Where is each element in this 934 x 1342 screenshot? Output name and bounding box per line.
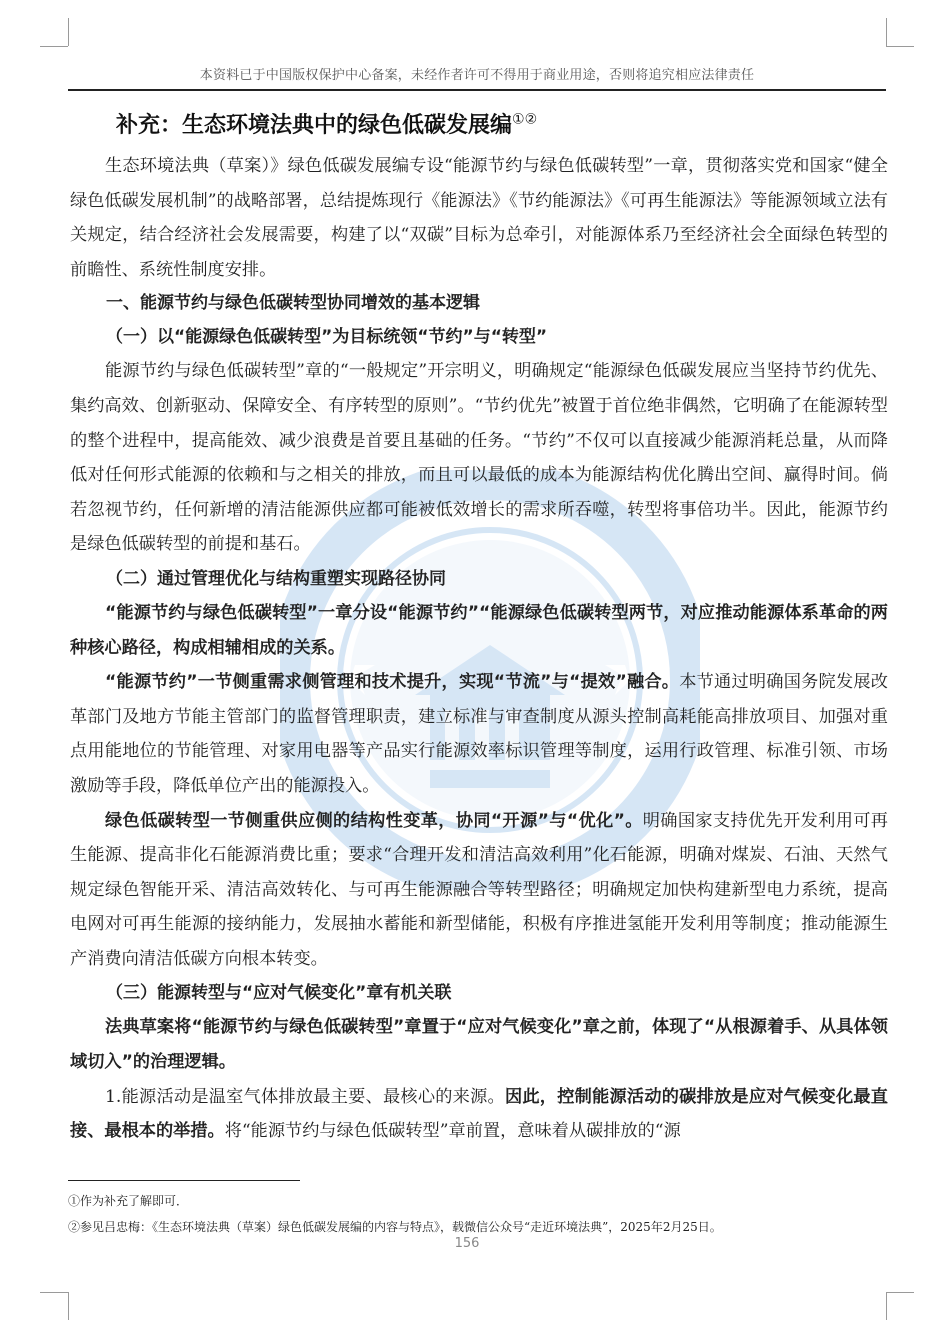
bold-sentence: “能源节约与绿色低碳转型”一章分设“能源节约”“能源绿色低碳转型两节，对应推动能源体系革命的两种核心路径，构成相辅相成的关系。: [70, 602, 888, 658]
crop-mark-bottom-left: [40, 1292, 68, 1293]
copyright-notice: 本资料已于中国版权保护中心备案，未经作者许可不得用于商业用途，否则将追究相应法律责任: [199, 68, 755, 83]
crop-mark-bottom-left: [68, 1292, 69, 1320]
body-paragraph: [70, 1010, 888, 1079]
body-paragraph: [70, 804, 888, 977]
section-heading: 一、能源节约与绿色低碳转型协同增效的基本逻辑: [106, 293, 480, 314]
bold-sentence: “能源节约”一节侧重需求侧管理和技术提升，实现“节流”与“提效”融合。: [105, 672, 680, 693]
paragraph-text: 明确国家支持优先开发利用可再生能源、提高非化石能源消费比重；要求“合理开发和清洁高效利用”化石能源，明确对煤炭、石油、天然气规定绿色智能开采、清洁高效转化、与可再生能源融合等转型路径；明确规定加快构建新型电力系统，提高电网对可再生能源的接纳能力，发展抽水蓄能和新型储能，积极有序推进氢能开发利用等制度；推动能源生产消费向清洁低碳方向根本转变。: [70, 810, 888, 969]
title-text: 补充：生态环境法典中的绿色低碳发展编: [116, 113, 513, 138]
crop-mark-top-left: [68, 18, 69, 46]
subsection-heading: （三）能源转型与“应对气候变化”章有机关联: [106, 983, 452, 1004]
header-rule: [68, 89, 886, 91]
footnote-item: ①作为补充了解即可．: [68, 1194, 189, 1208]
page-number: 156: [454, 1236, 480, 1251]
paragraph-text: 将“能源节约与绿色低碳转型”章前置，意味着从碳排放的“源: [224, 1121, 681, 1142]
bold-sentence: 法典草案将“能源节约与绿色低碳转型”章置于“应对气候变化”章之前，体现了“从根源着手、从具体领域切入”的治理逻辑。: [70, 1017, 888, 1073]
title-footnote-refs: ①②: [512, 111, 538, 128]
bold-sentence: 因此，控制能源活动的碳排放是应对气候变化最直接、最根本的举措。: [70, 1086, 888, 1142]
crop-mark-bottom-right: [886, 1292, 914, 1293]
crop-mark-top-left: [40, 46, 68, 47]
footnote-item: ②参见吕忠梅：《生态环境法典（草案）绿色低碳发展编的内容与特点》，载微信公众号“走近环境法典”，2025年2月25日。: [68, 1220, 722, 1234]
paragraph-text: 1.能源活动是温室气体排放最主要、最核心的来源。: [105, 1086, 505, 1107]
paragraph-text: 本节通过明确国务院发展改革部门及地方节能主管部门的监督管理职责，建立标准与审查制度从源头控制高耗能高排放项目、加强对重点用能地位的节能管理、对家用电器等产品实行能源效率标识管理等制度，运用行政管理、标准引领、市场激励等手段，降低单位产出的能源投入。: [70, 672, 888, 796]
subsection-heading: （一）以“能源绿色低碳转型”为目标统领“节约”与“转型”: [106, 327, 548, 348]
bold-sentence: 绿色低碳转型一节侧重供应侧的结构性变革，协同“开源”与“优化”。: [105, 810, 643, 831]
body-paragraph: 能源节约与绿色低碳转型”章的“一般规定”开宗明义，明确规定“能源绿色低碳发展应当坚持节约优先、集约高效、创新驱动、保障安全、有序转型的原则”。“节约优先”被置于首位绝非偶然，它明确了在能源转型的整个进程中，提高能效、减少浪费是首要且基础的任务。“节约”不仅可以直接减少能源消耗总量，从而降低对任何形式能源的依赖和与之相关的排放，而且可以最低的成本为能源结构优化腾出空间、赢得时间。倘若忽视节约，任何新增的清洁能源供应都可能被低效增长的需求所吞噬，转型将事倍功半。因此，能源节约是绿色低碳转型的前提和基石。: [70, 361, 888, 555]
crop-mark-bottom-right: [886, 1292, 887, 1320]
intro-paragraph: 生态环境法典（草案）》绿色低碳发展编专设“能源节约与绿色低碳转型”一章，贯彻落实党和国家“健全绿色低碳发展机制”的战略部署，总结提炼现行《能源法》《节约能源法》《可再生能源法》等能源领域立法有关规定，结合经济社会发展需要，构建了以“双碳”目标为总牵引，对能源体系乃至经济社会全面绿色转型的前瞻性、系统性制度安排。: [70, 156, 888, 280]
page-title: [116, 108, 888, 139]
footnotes: [68, 1188, 886, 1240]
document-body: [70, 104, 888, 1149]
crop-mark-top-right: [886, 18, 887, 46]
body-paragraph: [70, 596, 888, 665]
footnote-rule: [68, 1180, 300, 1181]
subsection-heading: （二）通过管理优化与结构重塑实现路径协同: [106, 568, 446, 589]
crop-mark-top-right: [886, 46, 914, 47]
body-paragraph: [70, 665, 888, 803]
body-paragraph: [70, 1080, 888, 1149]
